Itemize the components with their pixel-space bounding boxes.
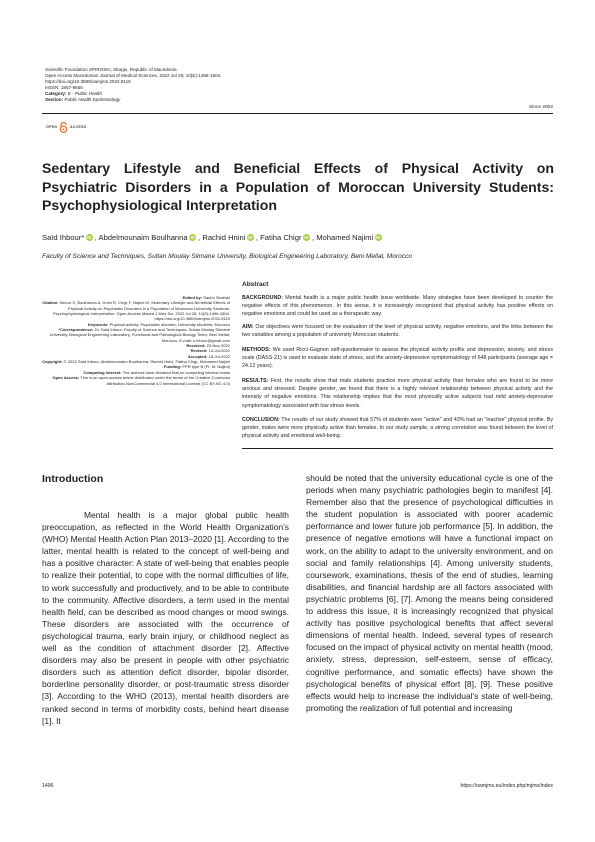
journal-url-link[interactable]: https://oamjms.eu/index.php/mjms/index	[460, 783, 553, 789]
header-divider	[42, 113, 553, 114]
article-title: Sedentary Lifestyle and Beneficial Effects of Physical Activity on Psychiatric Disorders in a Population of Moroccan University Students: Psychophysiological Interpretation	[42, 160, 554, 214]
abstract-methods: METHODS: We used Ricci-Gagnon self-questionnaire to assess the physical activity profile and depression, anxiety, and stress scale (DASS-21) is used to evaluate state of stress, and the anxiety-depressive symptomatology of 648 participants (average age = 24.12 years).	[242, 347, 553, 370]
author-name[interactable]: Saïd Ihbour*	[42, 233, 85, 242]
open-access-left-text: OPEN	[46, 125, 57, 129]
doi-link[interactable]: https://doi.org/10.3889/oamjms.2022.8119	[45, 79, 131, 85]
open-access-right-text: ACCESS	[70, 125, 87, 129]
affiliation: Faculty of Science and Techniques, Sultan Moulay Slimane University, Biological Engineering Laboratory, Beni Mellal, Morocco	[42, 253, 413, 260]
abstract-background: BACKGROUND: Mental health is a major public health issue worldwide. Many strategies have been developed to counter the negative effects of this phenomenon. In this sense, it is increasingly recognized that physical activity has positive effects on negative emotions and could be used as a therapeutic way.	[242, 295, 553, 318]
open-lock-icon	[59, 122, 68, 133]
eissn-line: eISSN: 1857-9655	[45, 85, 83, 91]
orcid-icon[interactable]: iD	[375, 235, 381, 240]
metadata-competing-interest: Competing Interest: The authors have declared that no competing interest exists	[83, 369, 230, 375]
orcid-icon[interactable]: iD	[304, 235, 309, 240]
orcid-icon[interactable]: iD	[86, 235, 92, 240]
author-name[interactable]: , Abdelmounaim Boulhanna	[94, 233, 188, 242]
metadata-accepted: Accepted: 18-Jul-2022	[187, 353, 230, 359]
author-list	[42, 233, 384, 242]
metadata-correspondence: *Correspondence: Dr. Saïd Ihbour, Faculty of Science and Techniques, Sultan Moulay Slimane University, Biological Engineering Laboratory, Functional and Pathological Biology Team, Beni Mellal, Morocco. E-mail: s.ihbour@gmail.com	[49, 327, 230, 343]
metadata-copyright: Copyright: © 2022 Saïd Ihbour, Abdelmounaim Boulhanna, Rachid Hnini, Fatiha Chigr, Mohamed Najimi	[42, 359, 230, 365]
author-name[interactable]: , Fatiha Chigr	[255, 233, 302, 242]
section-line: Section: Public Health Epidemiology	[45, 97, 121, 103]
abstract-heading: Abstract	[242, 281, 269, 288]
metadata-open-access: Open Access: This is an open-access article distributed under the terms of the Creative Commons Attribution-NonCommercial 4.0 International License (CC BY-NC 4.0)	[52, 375, 230, 386]
category-line: Category: E - Public Health	[45, 91, 102, 97]
introduction-heading: Introduction	[42, 473, 104, 485]
introduction-right-column: should be noted that the university educational cycle is one of the periods when many psychiatric pathologies begin to manifest [4]. Remember also that the presence of psychological difficulties in the student population is associated with poorer academic performance and lower future job performance [5]. In addition, the presence of negative emotions will have a functional impact on work, on the ability to adapt to the university environment, and on social and family relationships [4]. Among university students, coursework, examinations, thesis of the end of studies, learning disabilities, and financial hardship are all factors associated with psychiatric problems [6], [7]. Among the means being considered to address this issue, it is increasingly recognized that physical activity has positive psychological benefits that affect several dimensions of mental health. Indeed, several types of research focused on the impact of physical activity on mental health (mood, anxiety, stress, depression, self-esteem, sense of efficacy, cognitive performance, and somatic effects) have shown the psychological benefits of physical effort [8], [9]. These positive effects would help to increase the individual's state of well-being, promoting the realization of full potential and increasing	[306, 473, 553, 713]
abstract-divider	[242, 448, 553, 449]
abstract-aim: AIM: Our objectives were focused on the evaluation of the level of physical activity, negative emotions, and the links between the two variables among a population of university Moroccan students.	[242, 324, 553, 339]
article-metadata-sidebar	[42, 295, 230, 386]
page-number: 1496	[42, 783, 54, 789]
abstract-conclusion: CONCLUSION: The results of our study showed that 57% of students were "active" and 43% had an "inactive" physical profile. By gender, males were more physically active than females. In our study sample, a strong correlation was found between the level of physical activity and emotional well-being.	[242, 417, 553, 440]
open-access-logo	[46, 121, 86, 133]
journal-citation-line: Open Access Macedonian Journal of Medical Sciences. 2022 Jul 28; 10(E):1496-1504.	[45, 73, 222, 79]
author-name[interactable]: , Rachid Hnini	[198, 233, 246, 242]
publisher-line: Scientific Foundation SPIROSKI, Skopje, Republic of Macedonia	[45, 67, 177, 72]
abstract-results: RESULTS: First, the results show that male students practice more physical activity than females who are found to be more anxious and stressed. Despite gender, we found that there is a highly relevant relationship between physical activity and the intensity of negative emotions. This relationship implies that the most physically active subjects had mild anxiety-depressive symptomatology associated with low stress levels.	[242, 378, 553, 409]
orcid-icon[interactable]: iD	[248, 235, 253, 240]
author-name[interactable]: , Mohamed Najimi	[311, 233, 374, 242]
since-label: Since 2002	[528, 105, 553, 110]
metadata-revised: Revised: 14-Jul-2022	[190, 348, 230, 354]
metadata-edited-by: Edited by: Sasho Stoleski	[182, 295, 230, 300]
metadata-citation: Citation: Ihbour S, Boulhanna A, Hnini R, Chigr F, Najimi M. Sedentary Lifestyle and Beneficial Effects of Physical Activity on Psychiatric Disorders in a Population of Moroccan University Students: Psychophysiological Interpretation. Open-Access Maced J Med Sci. 2022 Jul 28; 10(E):1496-1504. https://doi.org/10.3889/oamjms.2022.8119	[42, 300, 230, 322]
metadata-funding: Funding: PPR type B (Pr. M. Najimi)	[163, 364, 230, 370]
metadata-received: Received: 23-Nov-2021	[186, 343, 230, 349]
introduction-left-column: Mental health is a major global public health preoccupation, as reflected in the World Health Organization's (WHO) Mental Health Action Plan 2013–2020 [1]. According to the latter, mental health is related to the concept of well-being and has a positive character: A state of well-being that enables people to realize their potential, to cope with the normal difficulties of life, to work successfully and productively, and to be able to contribute to the community. Affective disorders, a term used in the mental health field, can be described as mood changes or mood swings. These disorders are associated with the occurrence of psychological trauma, early brain injury, or childhood neglect as well as the condition of attachment disorder [2]. Affective disorders may also be present in people with other psychiatric disorders such as attention deficit disorder, bipolar disorder, borderline personality disorder, or post-traumatic stress disorder [3]. According to the WHO (2013), mental health disorders are ranked second in terms of morbidity costs, behind heart disease [1]. It	[42, 510, 289, 726]
orcid-icon[interactable]: iD	[190, 235, 195, 240]
metadata-keywords: Keywords: Physical activity; Psychiatric disorder; University students; Morocco	[87, 321, 230, 327]
journal-header	[45, 67, 221, 104]
